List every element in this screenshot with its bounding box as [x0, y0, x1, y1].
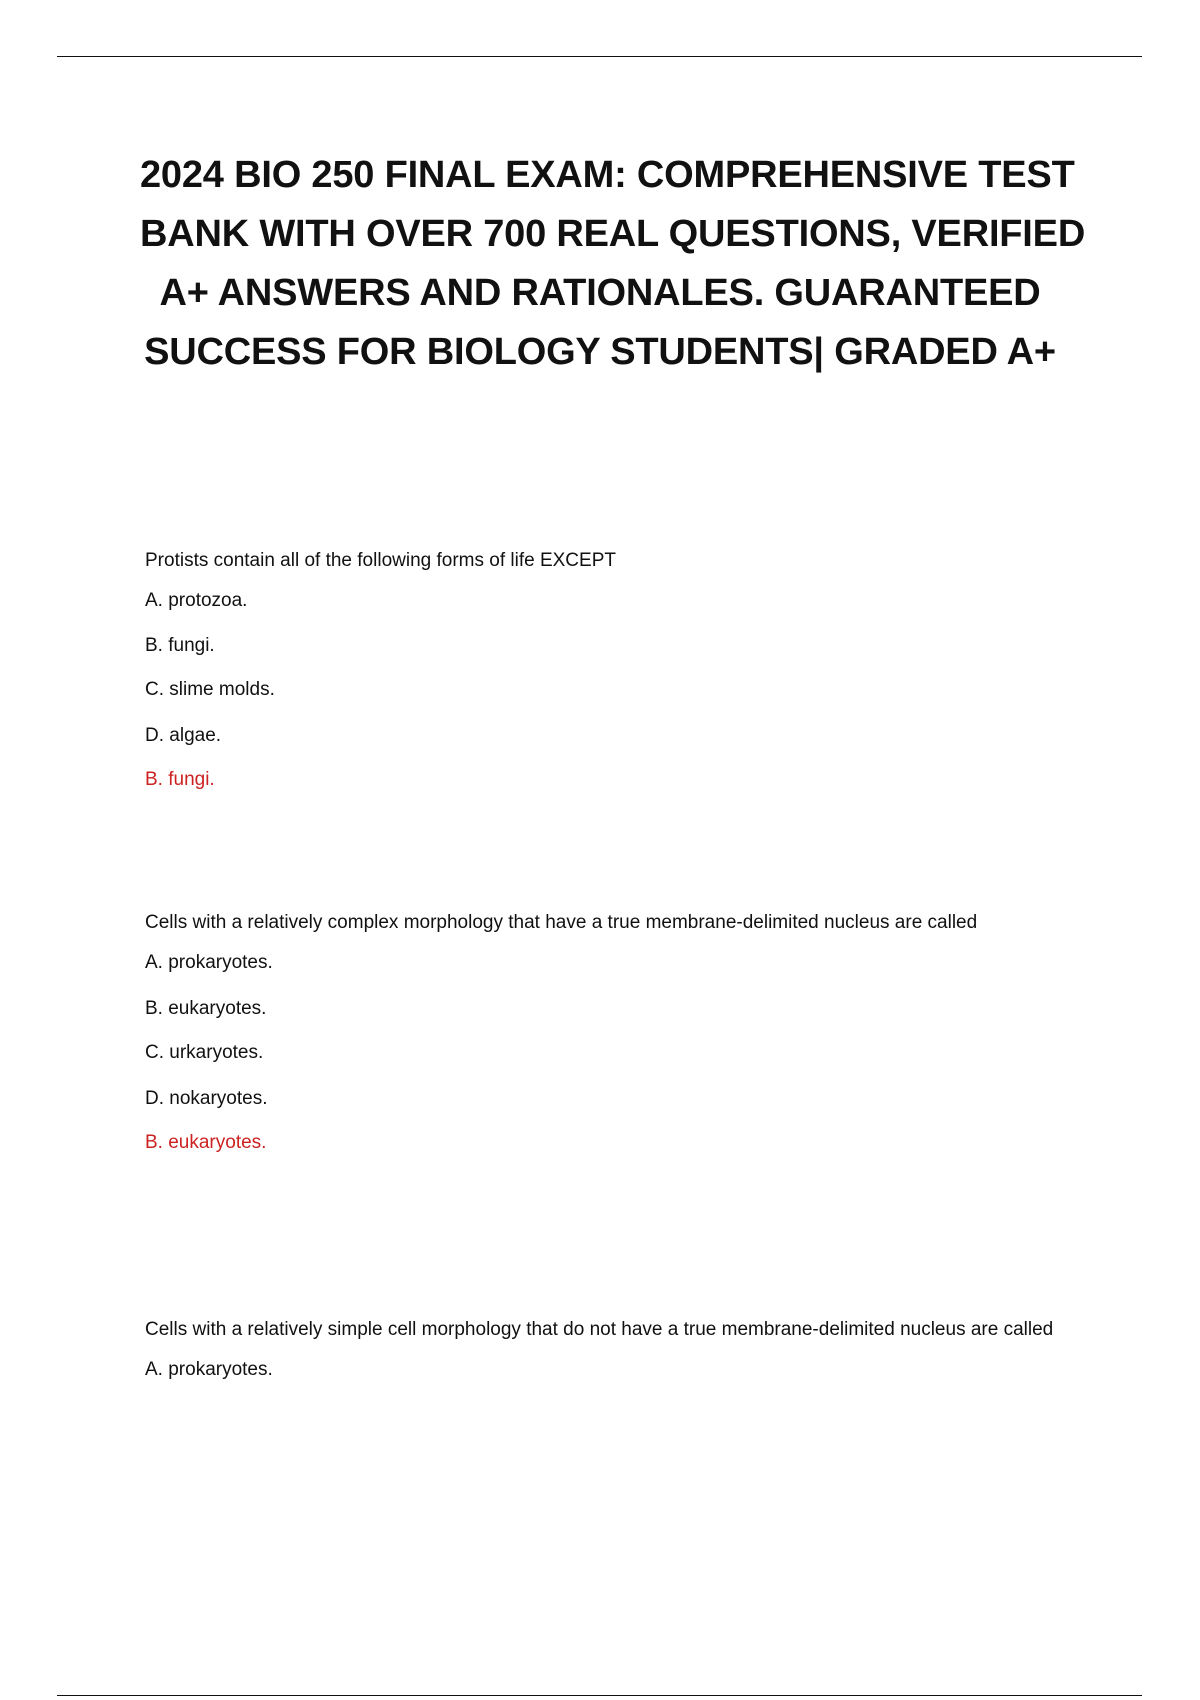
option-a: A. protozoa.: [145, 590, 248, 611]
question-block-3: [145, 1315, 1085, 1381]
option-d: D. algae.: [145, 725, 222, 746]
document-title: [140, 146, 1086, 382]
question-block-2: [145, 908, 1085, 1154]
option-a: A. prokaryotes.: [145, 952, 273, 973]
title-line-1: 2024 BIO 250 FINAL EXAM: COMPREHENSIVE TEST: [140, 154, 1075, 196]
title-line-4: SUCCESS FOR BIOLOGY STUDENTS| GRADED A+: [144, 331, 1056, 373]
question-text: Cells with a relatively complex morphology that have a true membrane-delimited nucleus are called: [145, 912, 978, 933]
correct-answer: B. fungi.: [145, 769, 215, 790]
question-text: Protists contain all of the following forms of life EXCEPT: [145, 550, 616, 571]
correct-answer: B. eukaryotes.: [145, 1132, 267, 1153]
option-a: A. prokaryotes.: [145, 1359, 273, 1380]
option-d: D. nokaryotes.: [145, 1088, 268, 1109]
title-line-2: BANK WITH OVER 700 REAL QUESTIONS, VERIFIED: [140, 213, 1086, 255]
header-rule: [57, 56, 1142, 57]
footer-rule: [57, 1695, 1142, 1696]
question-block-1: [145, 546, 1085, 791]
title-line-3: A+ ANSWERS AND RATIONALES. GUARANTEED: [159, 272, 1041, 314]
option-b: B. eukaryotes.: [145, 998, 267, 1019]
question-text: Cells with a relatively simple cell morphology that do not have a true membrane-delimited nucleus are called: [145, 1319, 1054, 1340]
option-b: B. fungi.: [145, 635, 215, 656]
option-c: C. urkaryotes.: [145, 1042, 264, 1063]
option-c: C. slime molds.: [145, 679, 275, 700]
